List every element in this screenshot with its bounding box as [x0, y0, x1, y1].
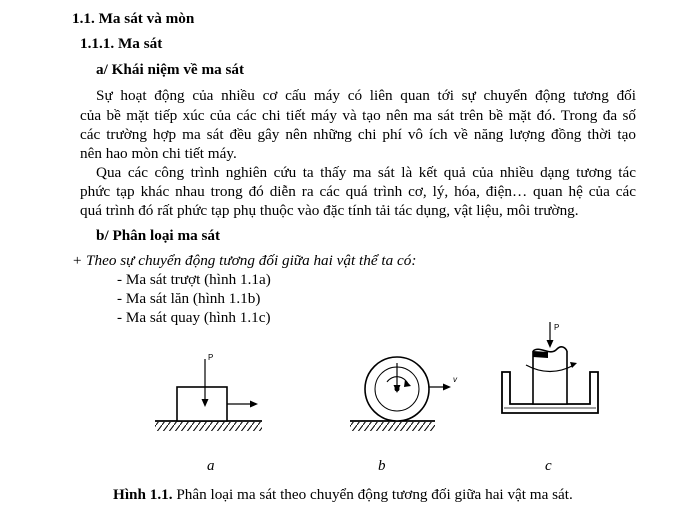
- velocity-arrow-icon: [429, 384, 451, 391]
- paragraph-2-line-3: quá trình đó rất phức tạp phụ thuộc vào đặc tính tải tác dụng, vật liệu, môi trường.: [80, 202, 579, 219]
- load-label-p: P: [554, 323, 560, 332]
- sliding-block: [177, 387, 227, 421]
- load-arrow-icon: [547, 322, 554, 348]
- figure-c-rotating: [490, 318, 615, 428]
- figure-b-rolling: [345, 345, 470, 440]
- paragraph-1-line-4: nên hao mòn chi tiết máy.: [80, 145, 237, 162]
- ground-surface: [350, 421, 435, 431]
- load-label-p: P: [208, 353, 214, 362]
- heading-classification: b/ Phân loại ma sát: [96, 227, 221, 244]
- paragraph-1-line-2: của bề mặt tiếp xúc của các chi tiết máy và tạo nên ma sát trên bề mặt đó. Trong đa số: [80, 107, 636, 124]
- paragraph-1-line-1: Sự hoạt động của nhiều cơ cấu máy có liên quan tới sự chuyển động tương đối: [96, 87, 636, 104]
- paragraph-2-line-1: Qua các công trình nghiên cứu ta thấy ma sát là kết quả của nhiều dạng tương tác: [96, 164, 636, 181]
- figure-caption: [113, 485, 573, 504]
- heading-section-1-1: 1.1. Ma sát và mòn: [72, 10, 195, 27]
- figure-b-label: b: [378, 458, 386, 474]
- figure-a-label: a: [207, 458, 215, 474]
- figure-caption-text: Phân loại ma sát theo chuyển động tương đối giữa hai vật ma sát.: [172, 486, 573, 503]
- heading-section-1-1-1: 1.1.1. Ma sát: [80, 35, 163, 52]
- load-arrow-icon: [202, 359, 209, 407]
- classification-intro: + Theo sự chuyển động tương đối giữa hai vật thể ta có:: [72, 252, 417, 269]
- paragraph-2-line-2: phức tạp khác nhau trong đó diễn ra các quá trình cơ, lý, hóa, điện… quan hệ của các: [80, 183, 636, 200]
- bullet-sliding-friction: - Ma sát trượt (hình 1.1a): [117, 271, 271, 288]
- paragraph-1-line-3: các trường hợp ma sát đều gây nên những chi phí vô ích về năng lượng đồng thời tạo: [80, 126, 636, 143]
- velocity-label-v: v: [453, 375, 457, 384]
- bullet-rotating-friction: - Ma sát quay (hình 1.1c): [117, 309, 271, 326]
- motion-arrow-icon: [227, 401, 258, 408]
- heading-concept: a/ Khái niệm về ma sát: [96, 61, 245, 78]
- figure-caption-number: Hình 1.1.: [113, 486, 173, 503]
- rotating-shaft: [533, 347, 567, 404]
- figure-a-sliding: [150, 345, 270, 440]
- figure-c-label: c: [545, 458, 552, 474]
- ground-surface: [155, 421, 262, 431]
- bullet-rolling-friction: - Ma sát lăn (hình 1.1b): [117, 290, 261, 307]
